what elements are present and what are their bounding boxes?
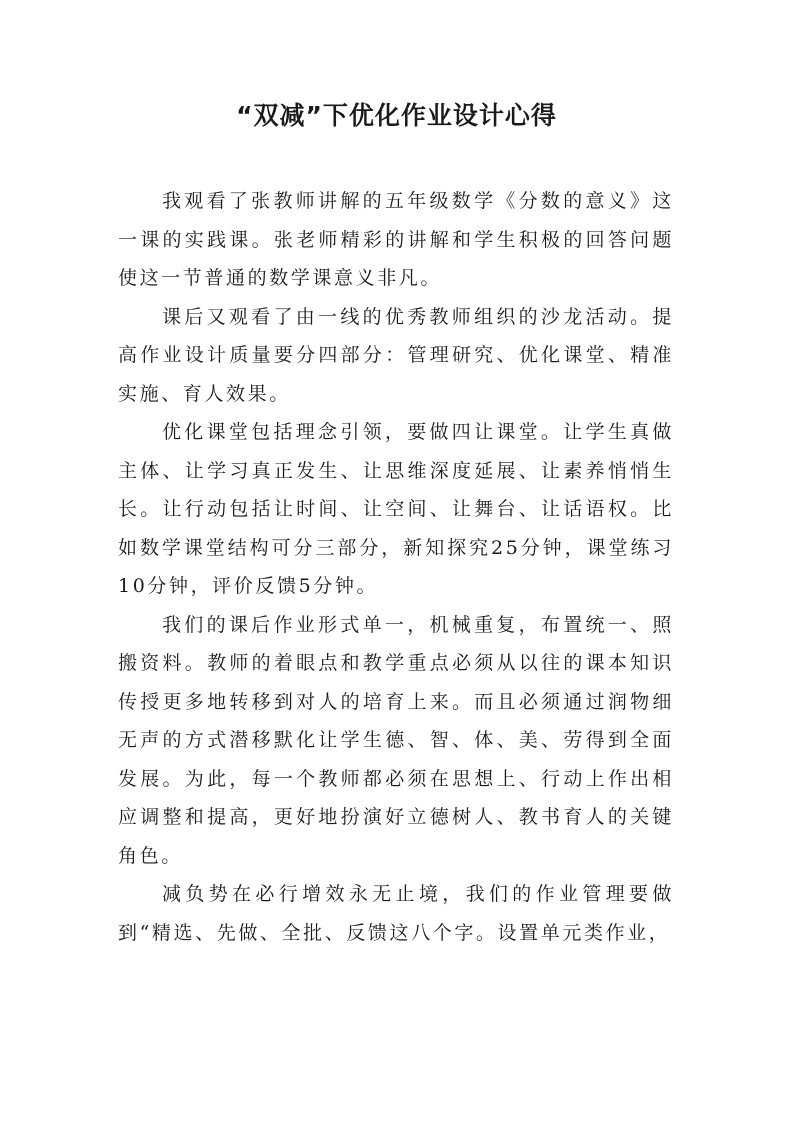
paragraph-3: 优化课堂包括理念引领，要做四让课堂。让学生真做主体、让学习真正发生、让思维深度延展、让素养悄悄生长。让行动包括让时间、让空间、让舞台、让话语权。比如数学课堂结构可分三部分，新知探究25分钟，课堂练习10分钟，评价反馈5分钟。 — [118, 421, 674, 597]
document-body — [118, 182, 674, 952]
paragraph-5: 减负势在必行增效永无止境，我们的作业管理要做到“精选、先做、全批、反馈这八个字。设置单元类作业， — [118, 883, 674, 944]
document-title: “双减”下优化作业设计心得 — [236, 101, 557, 130]
paragraph-4: 我们的课后作业形式单一，机械重复，布置统一、照搬资料。教师的着眼点和教学重点必须从以往的课本知识传授更多地转移到对人的培育上来。而且必须通过润物细无声的方式潜移默化让学生德、智、体、美、劳得到全面发展。为此，每一个教师都必须在思想上、行动上作出相应调整和提高，更好地扮演好立德树人、教书育人的关键角色。 — [118, 613, 674, 867]
paragraph-2: 课后又观看了由一线的优秀教师组织的沙龙活动。提高作业设计质量要分四部分：管理研究、优化课堂、精准实施、育人效果。 — [118, 305, 674, 405]
paragraph-1: 我观看了张教师讲解的五年级数学《分数的意义》这一课的实践课。张老师精彩的讲解和学生积极的回答问题使这一节普通的数学课意义非凡。 — [118, 190, 674, 289]
